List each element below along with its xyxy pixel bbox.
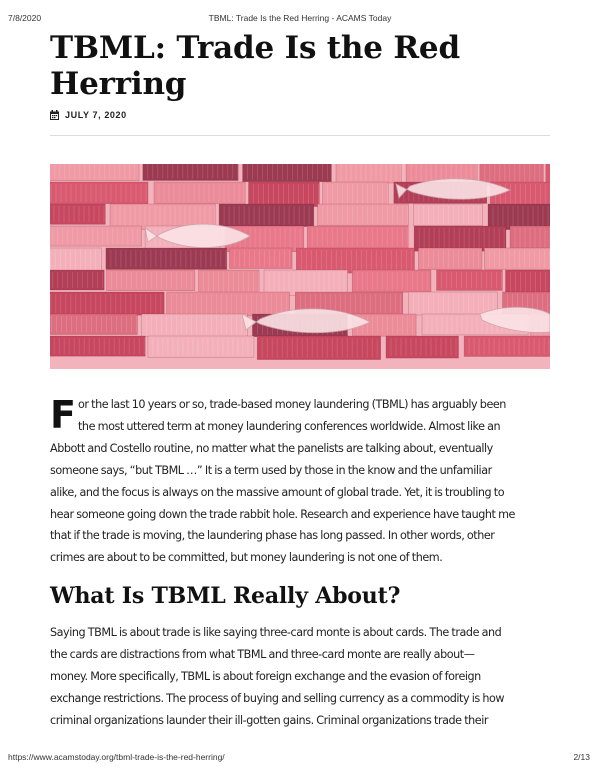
container-shape xyxy=(352,270,431,292)
container-shape xyxy=(408,292,497,315)
paragraph-line: money. More specifically, TBML is about foreign exchange and the evasion of foreign xyxy=(50,669,481,683)
container-shape xyxy=(418,248,482,270)
divider xyxy=(50,135,550,136)
paragraph-line: the most uttered term at money laundering conferences worldwide. Almost like an xyxy=(78,419,501,433)
hero-image xyxy=(50,164,550,369)
paragraph-line: the cards are distractions from what TBML and three-card monte are really about— xyxy=(50,647,475,661)
container-shape xyxy=(506,270,551,294)
paragraph-line: hear someone going down the trade rabbit hole. Research and experience have taught me xyxy=(50,507,515,521)
paragraph-line: exchange restrictions. The process of buying and selling currency as a commodity is how xyxy=(50,691,505,705)
container-shape xyxy=(219,204,314,227)
paragraph-section xyxy=(50,622,550,732)
print-footer xyxy=(0,752,600,764)
container-shape xyxy=(167,292,290,316)
container-shape xyxy=(230,248,293,269)
print-page-title: TBML: Trade Is the Red Herring - ACAMS Today xyxy=(208,13,392,23)
container-shape xyxy=(143,164,238,181)
container-shape xyxy=(50,204,105,224)
paragraph-line: someone says, “but TBML …” It is a term used by those in the know and the unfamiliar xyxy=(50,463,492,477)
section-heading: What Is TBML Really About? xyxy=(50,583,401,609)
paragraph-line: Abbott and Costello routine, no matter what the panelists are talking about, eventually xyxy=(50,441,493,455)
container-shape xyxy=(50,182,148,204)
paragraph-intro xyxy=(50,394,550,569)
container-shape xyxy=(106,248,227,269)
container-shape xyxy=(50,292,164,315)
container-shape xyxy=(243,164,332,182)
container-shape xyxy=(386,336,459,358)
container-shape xyxy=(413,204,482,226)
article-title xyxy=(50,30,550,102)
paragraph-line: criminal organizations launder their ill-gotten gains. Criminal organizations trade their xyxy=(50,713,489,727)
paragraph-line: alike, and the focus is always on the massive amount of global trade. Yet, it is troubling to xyxy=(50,485,505,499)
article-meta xyxy=(50,108,127,122)
paragraph-line: that if the trade is moving, the laundering phase has long passed. In other words, other xyxy=(50,529,495,543)
container-shape xyxy=(318,204,409,226)
print-header xyxy=(0,13,600,25)
page-number: 2/13 xyxy=(573,752,590,762)
container-shape xyxy=(414,226,506,251)
container-shape xyxy=(50,270,104,290)
calendar-icon xyxy=(50,110,59,120)
article-title-line: TBML: Trade Is the Red xyxy=(50,30,460,66)
drop-cap: F xyxy=(50,393,76,437)
container-shape xyxy=(296,248,414,273)
print-url: https://www.acamstoday.org/tbml-trade-is-the-red-herring/ xyxy=(8,752,225,762)
paragraph-line: or the last 10 years or so, trade-based money laundering (TBML) has arguably been xyxy=(78,398,506,411)
paragraph-line: crimes are about to be committed, but money laundering is not one of them. xyxy=(50,551,443,565)
article-title-line: Herring xyxy=(50,66,187,102)
publish-date: JULY 7, 2020 xyxy=(65,110,127,120)
container-shape xyxy=(464,336,550,357)
paragraph-line: Saying TBML is about trade is like saying three-card monte is about cards. The trade and xyxy=(50,626,502,639)
print-date: 7/8/2020 xyxy=(8,13,42,23)
container-shape xyxy=(50,314,137,335)
container-shape xyxy=(154,182,245,203)
